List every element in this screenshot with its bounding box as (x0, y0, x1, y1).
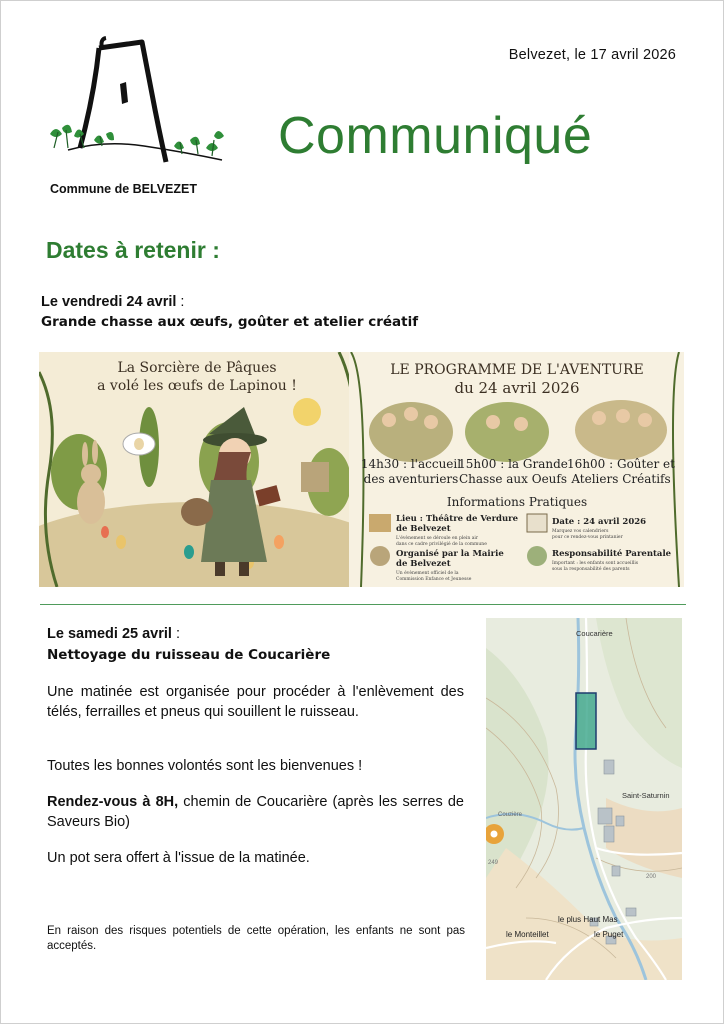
commune-logo (44, 36, 229, 171)
event2-date (47, 626, 180, 642)
map-label-monteillet: le Monteillet (506, 930, 549, 939)
poster-info-3-text2: Commission Enfance et Jeunesse (396, 577, 472, 582)
event2-paragraph-4: Un pot sera offert à l'issue de la matinée. (47, 850, 310, 866)
poster-info-1-text2: dans ce cadre privilégié de la commune (396, 542, 487, 547)
poster-headline-2: a volé les œufs de Lapinou ! (97, 378, 297, 394)
poster-headline-1: La Sorcière de Pâques (117, 360, 277, 376)
event2-disclaimer: En raison des risques potentiels de cette opération, les enfants ne sont pas acceptés. (47, 925, 465, 952)
family-icon (527, 546, 547, 566)
map-icon (369, 514, 391, 532)
poster-program-date: du 24 avril 2026 (454, 379, 580, 397)
page-title: Communiqué (278, 107, 593, 165)
section-heading: Dates à retenir : (46, 237, 220, 263)
rendezvous-time: Rendez-vous à 8H, (47, 794, 179, 810)
map-label-coucariere: Coucarière (576, 629, 613, 638)
section-divider (40, 604, 686, 605)
event1-title: Grande chasse aux œufs, goûter et atelier créatif (41, 314, 419, 330)
event2-date-text: Le samedi 25 avril (47, 626, 172, 642)
map-label-alt-200: 200 (646, 874, 657, 880)
poster-program-title: LE PROGRAMME DE L'AVENTURE (390, 362, 644, 378)
cleanup-zone (576, 693, 596, 749)
poster-step-2-line2: Chasse aux Oeufs (458, 472, 568, 486)
poster-info-4-text1: Important : les enfants sont accueillis (552, 561, 639, 566)
poster-step-1-line2: des aventuriers (363, 472, 459, 486)
event1-colon: : (176, 294, 185, 310)
poster-info-3-title: Organisé par la Mairie (396, 549, 504, 559)
poster-info-2-text1: Marquez vos calendriers (552, 529, 609, 534)
poster-info-4-text2: sous la responsabilité des parents (552, 567, 630, 572)
rendezvous-place: chemin de Coucarière (après les serres de Saveurs Bio) (47, 794, 465, 830)
poster-info-3-title2: de Belvezet (396, 559, 451, 569)
map-label-saint-saturnin: Saint-Saturnin (622, 791, 670, 800)
poster-step-1-line1: 14h30 : l'accueil (360, 457, 462, 471)
poster-info-1-title: Lieu : Théâtre de Verdure (396, 514, 519, 524)
poster-info-1-text1: L'évènement se déroule en plein air (396, 536, 478, 541)
event2-colon: : (171, 626, 180, 642)
poster-step-3-line1: 16h00 : Goûter et (567, 457, 675, 471)
poster-step-2-line1: 15h00 : la Grande (458, 457, 568, 471)
commune-name: Commune de BELVEZET (50, 182, 198, 196)
date-place: Belvezet, le 17 avril 2026 (508, 47, 676, 63)
event1-date-text: Le vendredi 24 avril (41, 294, 177, 310)
event1-date (41, 294, 184, 310)
calendar-icon (527, 514, 547, 532)
map-label-alt-249: 249 (488, 860, 499, 866)
poster-info-2-title: Date : 24 avril 2026 (552, 517, 647, 527)
map-label-couziere: Couzière (498, 812, 523, 818)
poster-step-3-line2: Ateliers Créatifs (571, 472, 671, 486)
location-map (486, 618, 682, 980)
town-hall-icon (370, 546, 390, 566)
map-label-haut-mas: le plus Haut Mas (558, 915, 618, 924)
poster-info-1-title2: de Belvezet (396, 524, 451, 534)
event2-rendezvous (47, 793, 464, 832)
map-label-puget: le Puget (594, 930, 624, 939)
poster-info-2-text2: pour ce rendez-vous printanier (552, 535, 623, 540)
poster-info-3-text1: Un évènement officiel de la (396, 571, 459, 576)
event2-title: Nettoyage du ruisseau de Coucarière (47, 647, 331, 663)
poster-info-heading: Informations Pratiques (446, 495, 588, 509)
poster-info-4-title: Responsabilité Parentale (552, 549, 672, 559)
event-poster (39, 352, 684, 587)
event2-paragraph-2: Toutes les bonnes volontés sont les bienvenues ! (47, 758, 363, 774)
event2-paragraph-1: Une matinée est organisée pour procéder à l'enlèvement des télés, ferrailles et pneus qui souillent le ruisseau. (47, 684, 464, 720)
